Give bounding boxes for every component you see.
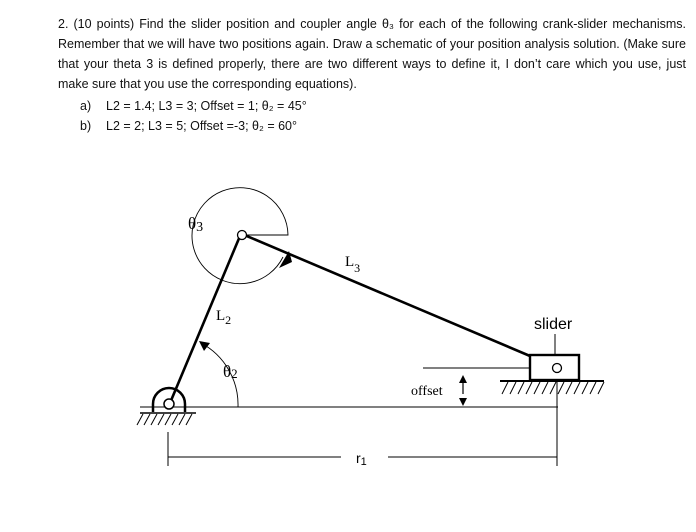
link3-subscript: 3 [354, 261, 361, 275]
part-a-label: a) [80, 99, 92, 113]
slider-pin [553, 364, 562, 373]
theta2-symbol: θ [223, 362, 232, 381]
link3-label [345, 254, 360, 275]
theta2-arrowhead [199, 341, 210, 351]
slider-ground [500, 381, 604, 394]
theta2-label [223, 362, 238, 381]
theta3-label [188, 214, 203, 235]
theta2-subscript: 2 [231, 366, 238, 381]
part-b-label: b) [80, 119, 92, 133]
link2-subscript: 2 [225, 313, 232, 327]
part-b-text: L2 = 2; L3 = 5; Offset =-3; θ₂ = 60° [106, 119, 297, 133]
link2-symbol: L [216, 308, 226, 324]
part-a-text: L2 = 1.4; L3 = 3; Offset = 1; θ₂ = 45° [106, 99, 307, 113]
offset-label: offset [411, 384, 443, 399]
r1-symbol: r [356, 450, 361, 466]
offset-arrowhead-down [459, 398, 467, 406]
link2-label [216, 308, 231, 327]
link-3 [242, 234, 556, 367]
offset-arrowhead-up [459, 375, 467, 383]
theta3-symbol: θ [188, 214, 197, 233]
theta3-subscript: 3 [196, 220, 204, 235]
problem-text: 2. (10 points) Find the slider position and coupler angle θ₃ for each of the following crank-slider mechanisms. Remember that we will have two positions again. Draw a schematic of your position analysis solution. (Make sure that your theta 3 is defined properly, there are two different ways to define it, I don’t care which you use, just make sure that you use the corresponding equations). [58, 17, 686, 91]
link3-symbol: L [345, 254, 355, 270]
r1-subscript: 1 [360, 456, 367, 468]
slider-label: slider [534, 316, 573, 333]
r1-label [356, 450, 367, 468]
crank-coupler-pin [238, 231, 247, 240]
